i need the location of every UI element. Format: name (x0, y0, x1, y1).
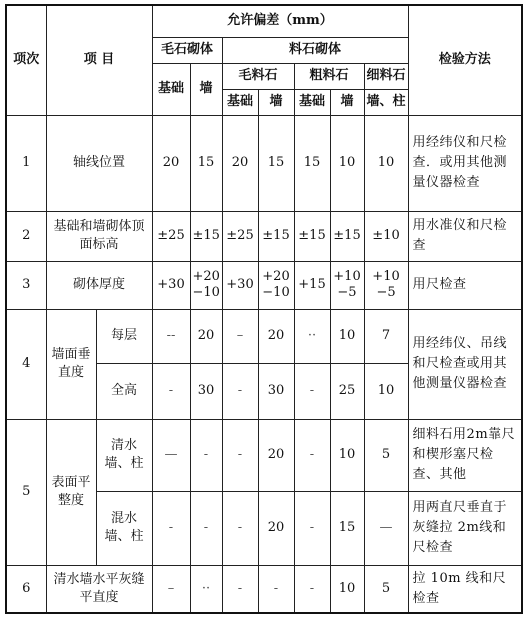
value-cell: 30 (258, 363, 294, 419)
value-cell: +15 (294, 261, 330, 309)
value-cell: - (152, 491, 190, 565)
row-item: 砌体厚度 (46, 261, 152, 309)
value-cell: - (152, 363, 190, 419)
value-cell: ·· (294, 309, 330, 363)
value-cell: - (294, 565, 330, 613)
value-cell: – (152, 565, 190, 613)
header-fine-dressed: 细料石 (364, 63, 408, 89)
value-cell: 10 (330, 309, 364, 363)
table-row (6, 565, 522, 613)
value-cell: 20 (190, 309, 222, 363)
header-rough-wall: 墙 (258, 89, 294, 115)
value-cell: +20 −10 (258, 261, 294, 309)
row-method: 用水准仪和尺检查 (408, 211, 522, 261)
table-row (6, 419, 522, 491)
value-cell: 10 (330, 565, 364, 613)
header-coarse-dressed: 粗料石 (294, 63, 364, 89)
header-no: 项次 (6, 5, 46, 115)
row-subitem: 混水墙、柱 (96, 491, 152, 565)
value-cell: — (152, 419, 190, 491)
row-method: 细料石用2m靠尺和楔形塞尺检查、其他 (408, 419, 522, 491)
value-cell: - (222, 419, 258, 491)
header-coarse-foundation: 基础 (294, 89, 330, 115)
value-cell: - (222, 363, 258, 419)
header-rubble: 毛石砌体 (152, 37, 222, 63)
value-cell: 20 (258, 419, 294, 491)
value-cell: - (222, 565, 258, 613)
value-cell: +30 (222, 261, 258, 309)
tolerance-table-wrapper (5, 4, 521, 614)
header-method: 检验方法 (408, 5, 522, 115)
row-no: 3 (6, 261, 46, 309)
value-cell: 5 (364, 419, 408, 491)
value-cell: 10 (330, 419, 364, 491)
value-cell: ±25 (152, 211, 190, 261)
value-cell: +10 −5 (364, 261, 408, 309)
row-method: 用经纬仪、吊线和尺检查或用其他测量仪器检查 (408, 309, 522, 419)
row-no: 1 (6, 115, 46, 211)
header-tolerance: 允许偏差（mm） (152, 5, 408, 37)
table-row (6, 261, 522, 309)
value-cell: - (222, 491, 258, 565)
value-cell: 15 (294, 115, 330, 211)
value-cell: 25 (330, 363, 364, 419)
value-cell: 5 (364, 565, 408, 613)
row-item: 轴线位置 (46, 115, 152, 211)
row-item: 清水墙水平灰缝平直度 (46, 565, 152, 613)
value-cell: +20 −10 (190, 261, 222, 309)
row-method: 用两直尺垂直于灰缝拉 2m线和尺检查 (408, 491, 522, 565)
row-no: 5 (6, 419, 46, 565)
value-cell: 20 (152, 115, 190, 211)
value-cell: ±15 (258, 211, 294, 261)
row-subitem: 每层 (96, 309, 152, 363)
row-no: 6 (6, 565, 46, 613)
row-item: 表面平整度 (46, 419, 96, 565)
value-cell: – (222, 309, 258, 363)
header-rough-dressed: 毛料石 (222, 63, 294, 89)
row-item: 基础和墙砌体顶面标高 (46, 211, 152, 261)
value-cell: - (294, 363, 330, 419)
value-cell: 20 (222, 115, 258, 211)
value-cell: — (364, 491, 408, 565)
table-row (6, 309, 522, 363)
header-coarse-wall: 墙 (330, 89, 364, 115)
value-cell: 7 (364, 309, 408, 363)
header-rough-foundation: 基础 (222, 89, 258, 115)
row-no: 4 (6, 309, 46, 419)
tolerance-table (5, 4, 523, 614)
value-cell: - (190, 491, 222, 565)
header-row-1 (6, 5, 522, 37)
value-cell: - (190, 419, 222, 491)
value-cell: 10 (330, 115, 364, 211)
value-cell: - (294, 419, 330, 491)
value-cell: 15 (258, 115, 294, 211)
row-no: 2 (6, 211, 46, 261)
row-subitem: 清水墙、柱 (96, 419, 152, 491)
row-method: 拉 10m 线和尺检查 (408, 565, 522, 613)
header-rubble-foundation: 基础 (152, 63, 190, 115)
value-cell: ±15 (330, 211, 364, 261)
value-cell: 10 (364, 363, 408, 419)
value-cell: 20 (258, 309, 294, 363)
value-cell: -- (152, 309, 190, 363)
value-cell: ±10 (364, 211, 408, 261)
row-subitem: 全高 (96, 363, 152, 419)
row-method: 用尺检查 (408, 261, 522, 309)
value-cell: +30 (152, 261, 190, 309)
row-item: 墙面垂直度 (46, 309, 96, 419)
value-cell: 15 (190, 115, 222, 211)
value-cell: 10 (364, 115, 408, 211)
value-cell: ±25 (222, 211, 258, 261)
header-fine-wall-column: 墙、柱 (364, 89, 408, 115)
table-row (6, 115, 522, 211)
header-item: 项 目 (46, 5, 152, 115)
value-cell: ·· (190, 565, 222, 613)
header-rubble-wall: 墙 (190, 63, 222, 115)
table-row (6, 211, 522, 261)
value-cell: - (258, 565, 294, 613)
header-dressed: 料石砌体 (222, 37, 408, 63)
value-cell: 15 (330, 491, 364, 565)
value-cell: 30 (190, 363, 222, 419)
value-cell: - (294, 491, 330, 565)
value-cell: 20 (258, 491, 294, 565)
value-cell: ±15 (294, 211, 330, 261)
value-cell: ±15 (190, 211, 222, 261)
row-method: 用经纬仪和尺检查．或用其他测量仪器检查 (408, 115, 522, 211)
value-cell: +10 −5 (330, 261, 364, 309)
